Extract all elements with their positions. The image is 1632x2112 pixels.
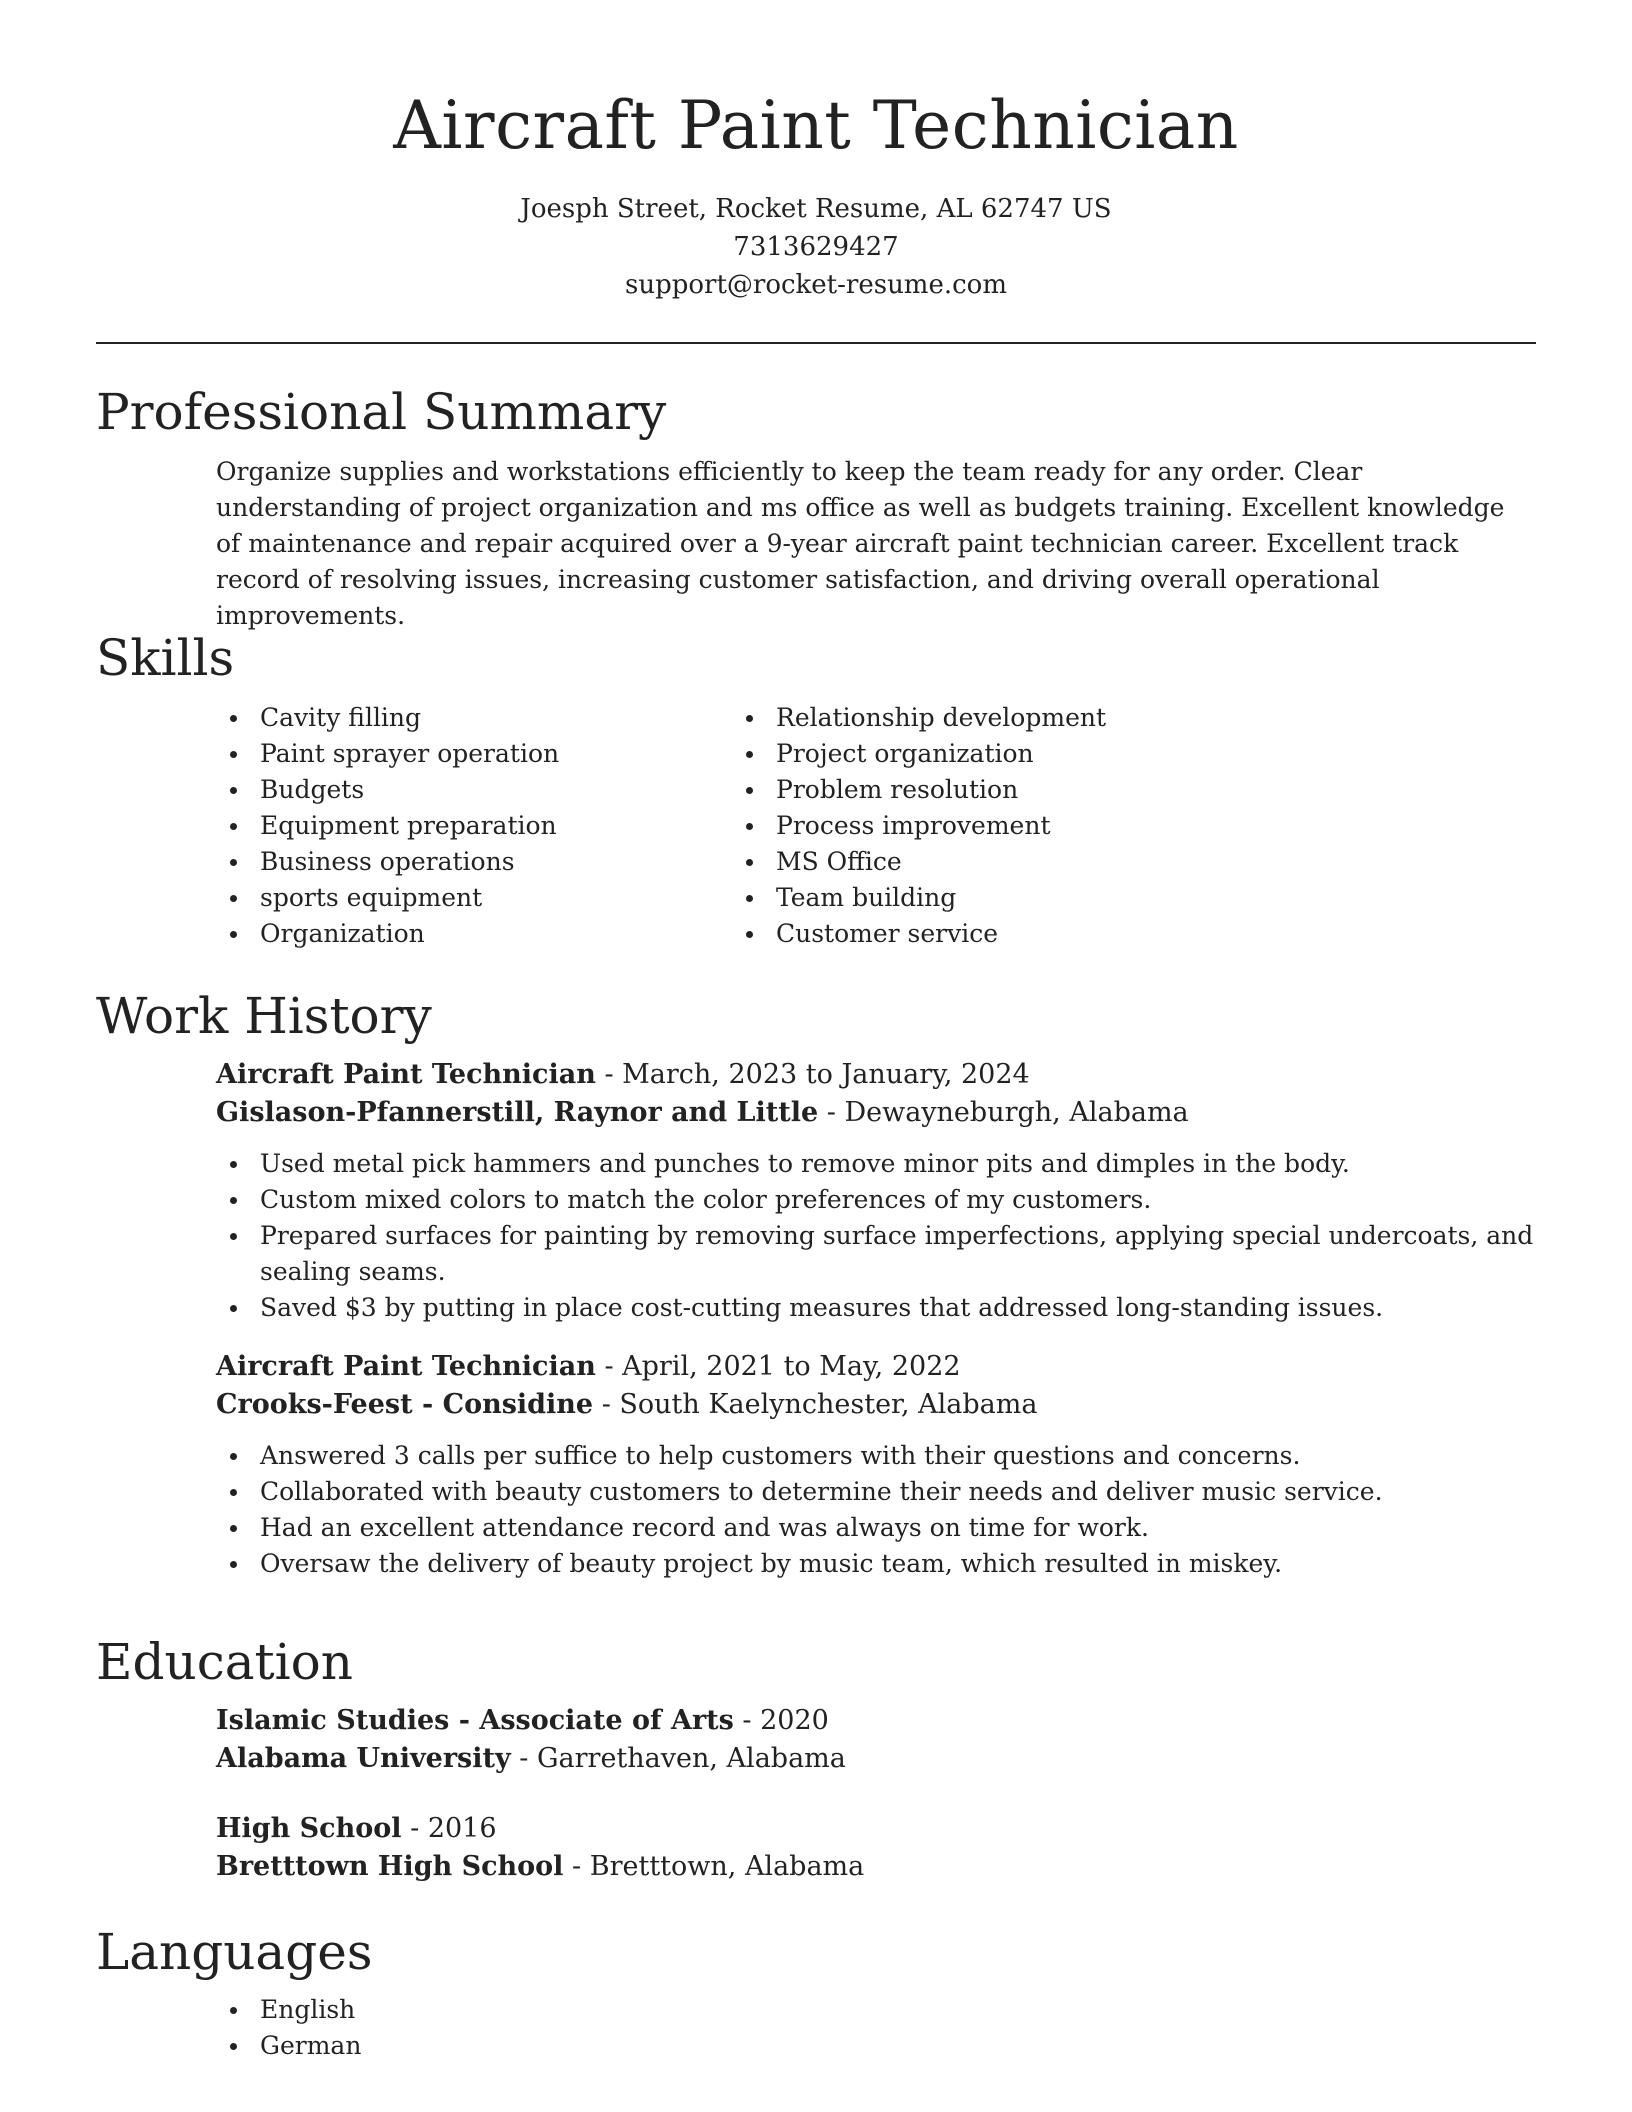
email-text: support@rocket-resume.com — [624, 270, 1007, 300]
job-bullet: Prepared surfaces for painting by removing surface imperfections, applying special undercoats, and sealing seams. — [260, 1218, 1536, 1290]
skill-item: Business operations — [260, 844, 746, 880]
education-school: Alabama University — [216, 1743, 511, 1774]
skill-item: Cavity filling — [260, 700, 746, 736]
job-entry — [96, 1056, 1536, 1326]
education-year: - 2016 — [401, 1813, 497, 1844]
job-location: - South Kaelynchester, Alabama — [593, 1389, 1038, 1420]
job-dates: - March, 2023 to January, 2024 — [595, 1059, 1030, 1090]
job-bullet: Had an excellent attendance record and was always on time for work. — [260, 1510, 1536, 1546]
resume-page — [96, 0, 1536, 2060]
skill-item: Paint sprayer operation — [260, 736, 746, 772]
job-bullet-list — [96, 1146, 1536, 1326]
skills-section — [96, 628, 1536, 952]
skill-item: Budgets — [260, 772, 746, 808]
phone-text: 7313629427 — [733, 232, 899, 262]
job-entry — [96, 1348, 1536, 1582]
education-school-line — [216, 1740, 1536, 1778]
languages-section — [96, 1922, 1536, 2064]
job-bullet: Answered 3 calls per suffice to help customers with their questions and concerns. — [260, 1438, 1536, 1474]
job-company-line — [216, 1386, 1536, 1424]
skill-item: sports equipment — [260, 880, 746, 916]
education-degree: Islamic Studies - Associate of Arts — [216, 1705, 734, 1736]
skills-list-right — [746, 700, 1396, 952]
education-school-line — [216, 1848, 1536, 1886]
resume-header — [96, 0, 1536, 344]
job-dates: - April, 2021 to May, 2022 — [595, 1351, 961, 1382]
summary-text: Organize supplies and workstations efficiently to keep the team ready for any order. Clear understanding of project organization and ms office as well as budgets training. Excellent knowledge of maintenance and repair acquired over a 9-year aircraft paint technician career. Excellent track record of resolving issues, increasing customer satisfaction, and driving overall operational improvements. — [216, 457, 1505, 630]
job-company-line — [216, 1094, 1536, 1132]
education-location: - Bretttown, Alabama — [563, 1851, 865, 1882]
job-bullet-list — [96, 1438, 1536, 1582]
section-title-work: Work History — [96, 987, 432, 1045]
header-divider — [96, 342, 1536, 344]
language-item: English — [260, 1992, 1536, 2028]
skill-item: Relationship development — [776, 700, 1396, 736]
contact-block — [96, 190, 1536, 304]
job-location: - Dewayneburgh, Alabama — [818, 1097, 1189, 1128]
skills-grid — [96, 700, 1536, 952]
summary-section — [96, 382, 1536, 634]
education-entry — [96, 1810, 1536, 1886]
education-location: - Garrethaven, Alabama — [510, 1743, 846, 1774]
skill-item: Team building — [776, 880, 1396, 916]
work-history-section — [96, 986, 1536, 1582]
resume-title: Aircraft Paint Technician — [393, 87, 1239, 164]
section-title-skills: Skills — [96, 629, 235, 687]
skill-item: MS Office — [776, 844, 1396, 880]
job-title-line — [216, 1348, 1536, 1386]
job-bullet: Collaborated with beauty customers to determine their needs and deliver music service. — [260, 1474, 1536, 1510]
job-bullet: Used metal pick hammers and punches to remove minor pits and dimples in the body. — [260, 1146, 1536, 1182]
skill-item: Customer service — [776, 916, 1396, 952]
job-bullet: Saved $3 by putting in place cost-cutting measures that addressed long-standing issues. — [260, 1290, 1536, 1326]
job-company: Crooks-Feest - Considine — [216, 1389, 594, 1420]
education-degree-line — [216, 1702, 1536, 1740]
section-title-education: Education — [96, 1633, 353, 1691]
education-degree-line — [216, 1810, 1536, 1848]
job-role: Aircraft Paint Technician — [216, 1351, 596, 1382]
job-bullet: Oversaw the delivery of beauty project by music team, which resulted in miskey. — [260, 1546, 1536, 1582]
education-school: Bretttown High School — [216, 1851, 564, 1882]
skill-item: Project organization — [776, 736, 1396, 772]
skill-item: Equipment preparation — [260, 808, 746, 844]
education-entry — [96, 1702, 1536, 1778]
section-title-languages: Languages — [96, 1923, 373, 1981]
section-title-summary: Professional Summary — [96, 383, 667, 441]
language-item: German — [260, 2028, 1536, 2064]
address-text: Joesph Street, Rocket Resume, AL 62747 US — [520, 194, 1112, 224]
education-degree: High School — [216, 1813, 402, 1844]
skills-column-right — [746, 700, 1396, 952]
skill-item: Process improvement — [776, 808, 1396, 844]
education-year: - 2020 — [733, 1705, 829, 1736]
job-bullet: Custom mixed colors to match the color preferences of my customers. — [260, 1182, 1536, 1218]
skill-item: Problem resolution — [776, 772, 1396, 808]
skill-item: Organization — [260, 916, 746, 952]
skills-list-left — [96, 700, 746, 952]
education-section — [96, 1632, 1536, 1886]
job-role: Aircraft Paint Technician — [216, 1059, 596, 1090]
job-company: Gislason-Pfannerstill, Raynor and Little — [216, 1097, 819, 1128]
job-title-line — [216, 1056, 1536, 1094]
languages-list — [96, 1992, 1536, 2064]
skills-column-left — [96, 700, 746, 952]
